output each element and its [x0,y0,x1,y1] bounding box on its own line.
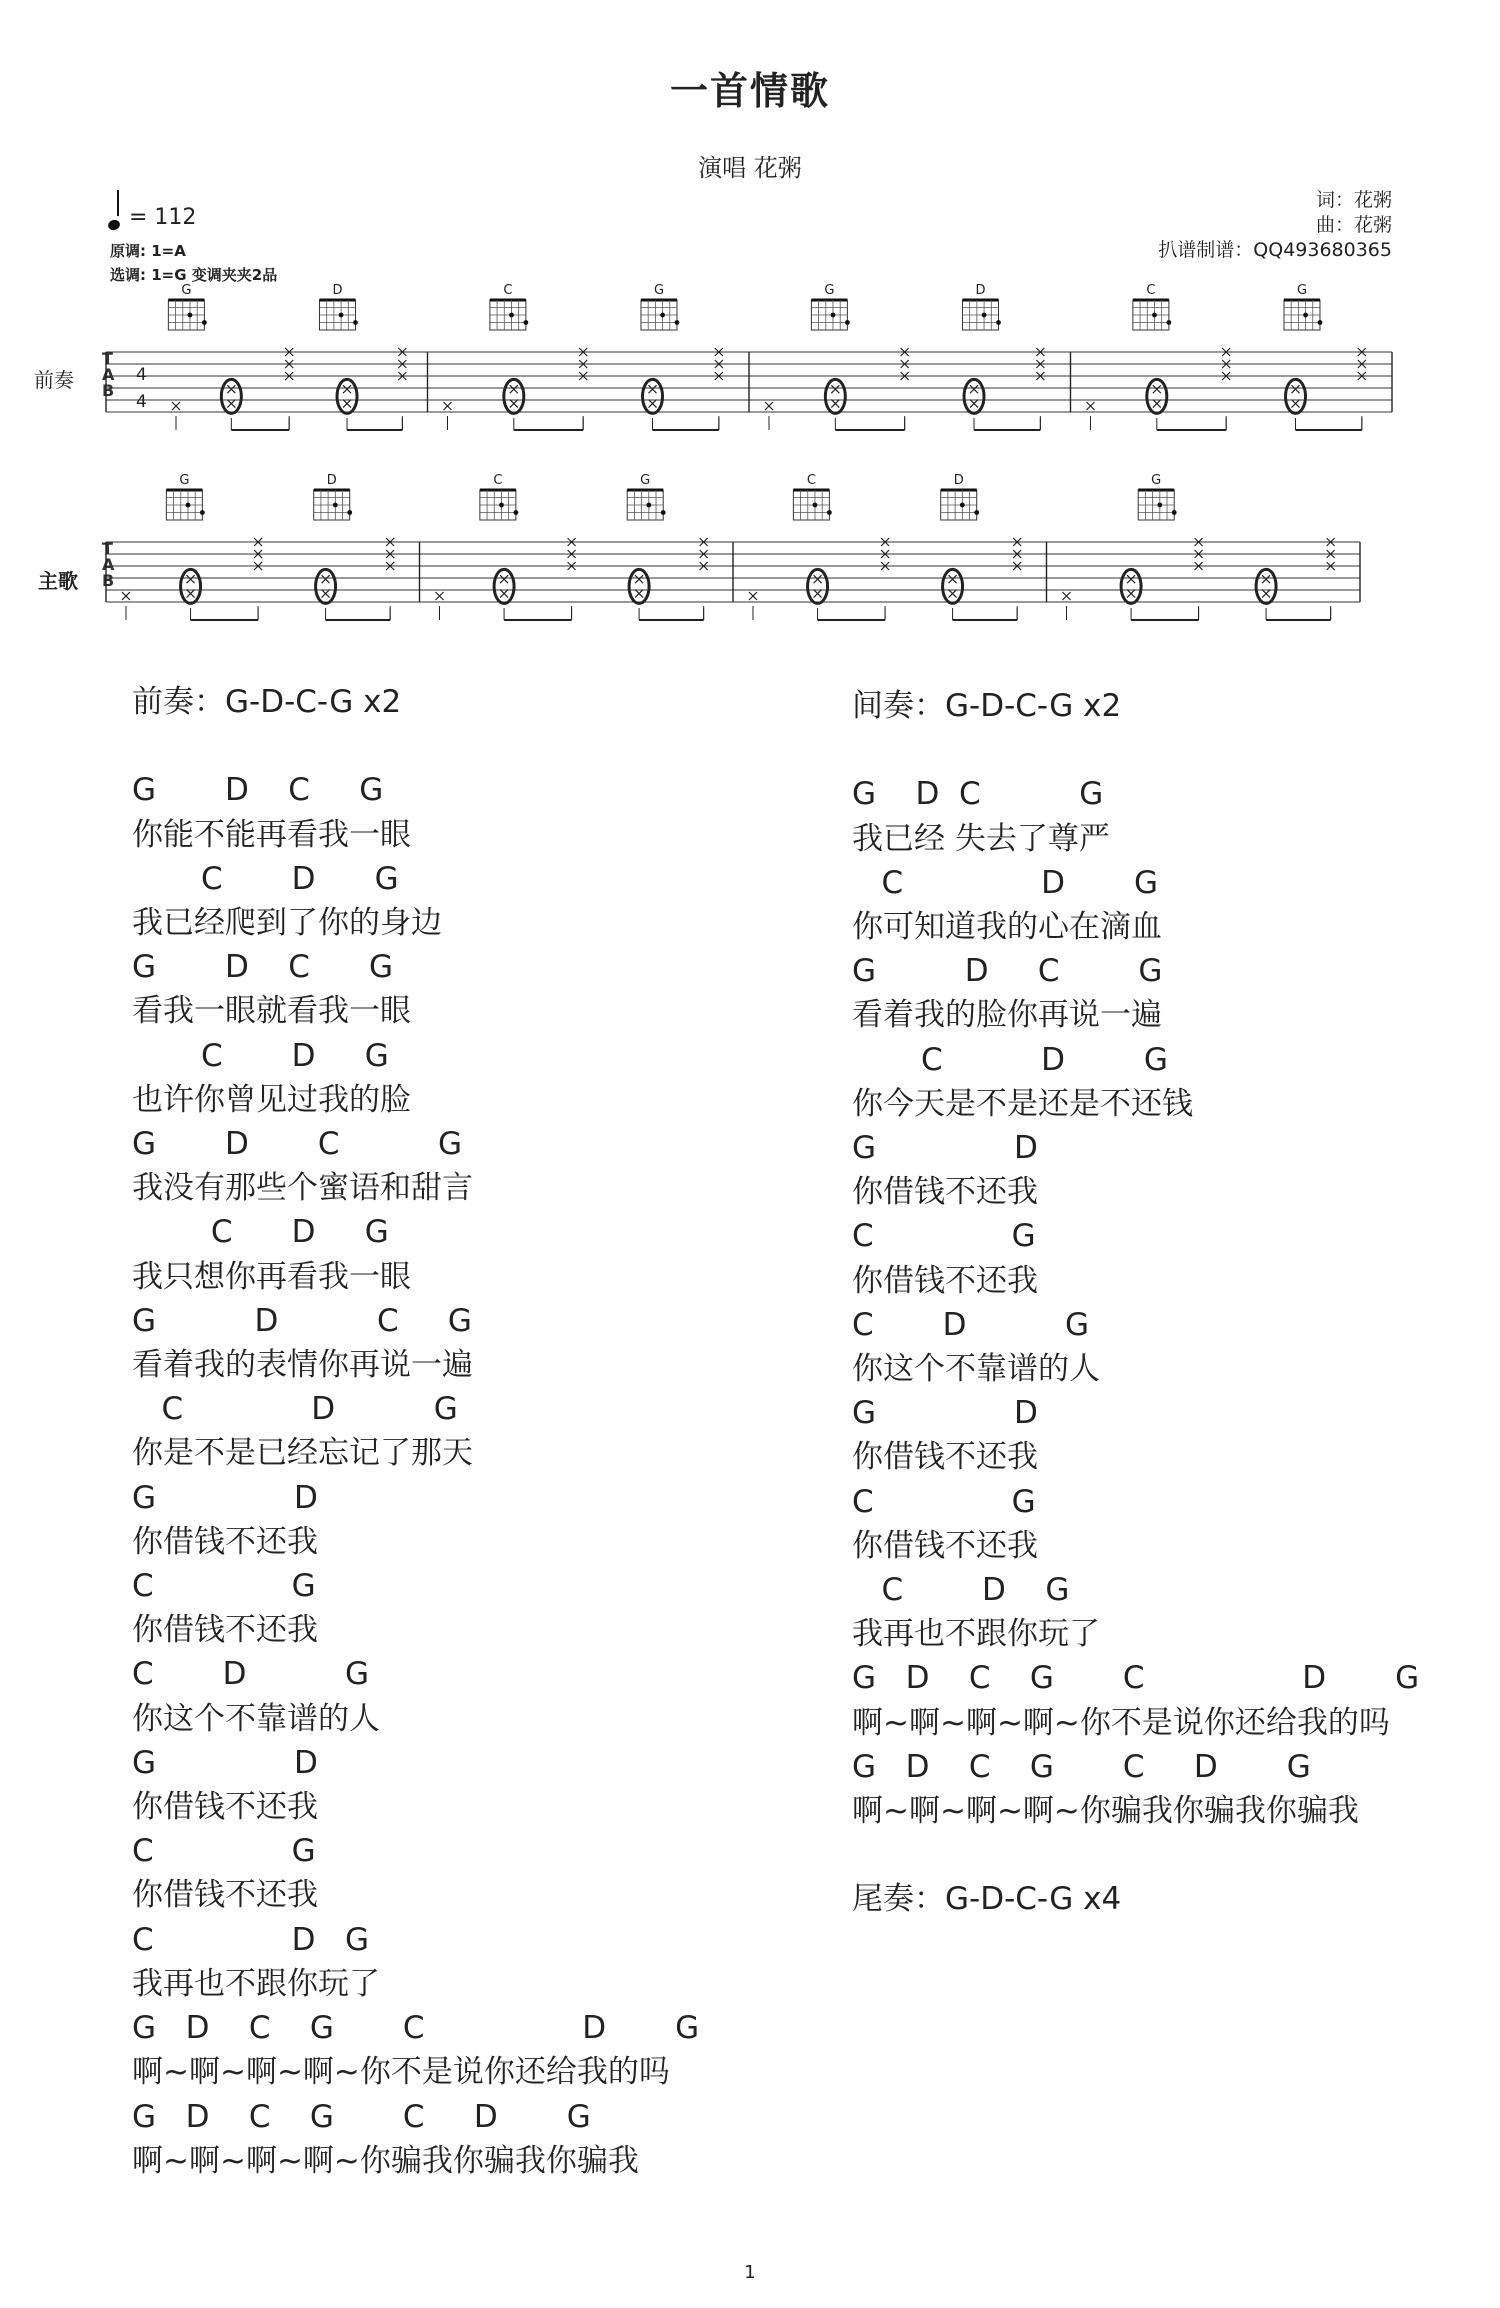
chord-diagram-dot [827,510,832,515]
lyric-line: C G [132,1568,316,1605]
lyric-line: 我只想你再看我一眼 [132,1258,411,1295]
tab-open-note [1256,569,1276,603]
lyric-line: G D [852,1130,1038,1167]
lyric-line: G D [132,1479,318,1516]
lyric-line: 尾奏：G-D-C-G x4 [852,1881,1122,1918]
tab-open-note [504,379,524,413]
lyric-line: G D [132,1744,318,1781]
lyric-line: 看着我的脸你再说一遍 [852,997,1162,1034]
chord-diagram-label: G [179,473,190,488]
chord-diagram-dot [523,320,528,325]
lyric-line: 你借钱不还我 [852,1174,1038,1211]
lyric-line: 间奏：G-D-C-G x2 [852,688,1122,724]
chord-diagram-label: G [1151,473,1162,488]
tab-open-note [1121,569,1141,603]
chord-diagram-dot [353,320,358,325]
lyric-line: G D C G [132,772,384,809]
chord-diagram-dot [646,503,651,508]
chord-diagram-label: C [493,473,503,488]
lyric-line: 你借钱不还我 [852,1439,1038,1476]
time-signature-top: 4 [136,365,147,385]
lyric-line: 啊~啊~啊~啊~你骗我你骗我你骗我 [852,1793,1359,1830]
composer: 曲：花粥 [1315,214,1392,236]
time-signature-bottom: 4 [136,392,147,412]
lyric-line: C D G [132,1921,370,1958]
lyric-line: C D G [852,1306,1090,1343]
credits-block [1158,188,1392,263]
chord-diagram-dot [499,503,504,508]
chord-diagram-dot [661,510,666,515]
lyric-line: 前奏：G-D-C-G x2 [132,684,402,720]
lyric-line: 你能不能再看我一眼 [132,816,411,853]
lyric-line: C D G [852,864,1159,901]
lyric-line: G D C G [852,776,1104,813]
chord-diagram-dot [186,503,191,508]
chord-diagram-dot [509,313,514,318]
lyric-line: G D C G C D G [132,2098,591,2135]
lyric-line: C D G [132,1656,370,1693]
lyric-line: 也许你曾见过我的脸 [132,1081,411,1118]
tab-staff-verse [0,460,1500,640]
chord-diagram-dot [200,510,205,515]
chord-diagram-dot [960,503,965,508]
lyric-line: 你可知道我的心在滴血 [852,909,1162,946]
tab-clef-letter: B [102,571,115,590]
note-stem [117,190,119,216]
chord-diagram-dot [660,313,665,318]
lyric-line: C D G [852,1572,1070,1609]
lyric-line: 啊~啊~啊~啊~你不是说你还给我的吗 [132,2054,670,2091]
lyric-line: C D G [852,1041,1168,1078]
lyric-line: C G [852,1218,1036,1255]
lyric-line: G D C G C D G [852,1660,1420,1697]
tab-clef-letter: T [102,539,113,558]
lyric-line: G D C G [852,953,1163,990]
chord-diagram-label: D [332,283,343,298]
chord-diagram-dot [1172,510,1177,515]
chosen-key: 选调: 1=G 变调夹夹2品 [110,266,278,284]
tab-open-note [629,569,649,603]
lyric-line: 你借钱不还我 [132,1789,318,1826]
page-number: 1 [744,2262,756,2283]
lyric-line [852,1833,1419,1877]
tab-open-note [808,569,828,603]
lyric-line: 我已经 失去了尊严 [852,820,1110,857]
chord-diagram-dot [339,313,344,318]
lyrics-right-column [852,684,1419,1922]
lyric-line: 你这个不靠谱的人 [852,1351,1100,1388]
chord-diagram-label: D [975,283,986,298]
tab-clef-letter: A [102,555,115,574]
tab-row-label-verse: 主歌 [38,569,78,593]
lyric-line: C D G [132,1037,389,1074]
lyric-line: G D C G [132,1126,463,1163]
tab-open-note [1286,379,1306,413]
lyric-line [852,728,1419,772]
lyric-line: 你这个不靠谱的人 [132,1700,380,1737]
chord-diagram-dot [513,510,518,515]
lyric-line: G D C G C D G [132,2010,700,2047]
chord-diagram-label: C [806,473,816,488]
tab-open-note [221,379,241,413]
lyric-line: 啊~啊~啊~啊~你不是说你还给我的吗 [852,1704,1390,1741]
tab-open-note [1147,379,1167,413]
chord-diagram-label: G [640,473,651,488]
chord-diagram-label: C [1146,283,1156,298]
lyric-line: C G [852,1483,1036,1520]
chord-diagram-dot [1318,320,1323,325]
lyric-line: C D G [132,860,399,897]
lyric-line: C D G [132,1214,389,1251]
lyrics-left-column [132,680,699,2183]
chord-diagram-dot [347,510,352,515]
lyric-line: 我再也不跟你玩了 [132,1965,380,2002]
tab-clef-letter: T [102,349,113,368]
tab-clef-letter: A [102,365,115,384]
lyric-line: G D C G C D G [852,1748,1311,1785]
lyric-line: 看着我的表情你再说一遍 [132,1347,473,1384]
original-key: 原调: 1=A [110,242,186,260]
chord-diagram-label: G [824,283,835,298]
lyric-line: G D C G [132,949,394,986]
chord-diagram-label: D [326,473,337,488]
chord-diagram-label: G [1296,283,1308,298]
tab-open-note [943,569,963,603]
lyric-line: 你借钱不还我 [852,1527,1038,1564]
tab-staff-intro [0,270,1500,450]
chord-diagram-dot [813,503,818,508]
chord-diagram-dot [845,320,850,325]
lyric-line: G D [852,1395,1038,1432]
chord-diagram-dot [1166,320,1171,325]
lyric-line: 你借钱不还我 [132,1877,318,1914]
lyric-line: 你借钱不还我 [852,1262,1038,1299]
chord-diagram-label: G [653,283,665,298]
singer-line: 演唱 花粥 [698,154,802,182]
chord-diagram-dot [675,320,680,325]
chord-diagram-label: D [953,473,964,488]
tab-open-note [964,379,984,413]
chord-diagram-dot [974,510,979,515]
tempo-marking [108,198,196,230]
quarter-note-icon [107,218,122,232]
tab-open-note [337,379,357,413]
chord-diagram-dot [996,320,1001,325]
lyric-line: C G [132,1833,316,1870]
lyric-line: 啊~啊~啊~啊~你骗我你骗我你骗我 [132,2142,639,2179]
tab-open-note [181,569,201,603]
chord-diagram-label: C [503,283,513,298]
transcriber: 扒谱制谱：QQ493680365 [1158,239,1392,261]
chord-diagram-dot [1157,503,1162,508]
lyric-line: 看我一眼就看我一眼 [132,993,411,1030]
lyric-line [132,724,699,768]
lyric-line: 我再也不跟你玩了 [852,1616,1100,1653]
lyric-line: C D G [132,1391,458,1428]
lyric-line: G D C G [132,1302,472,1339]
lyric-line: 我没有那些个蜜语和甜言 [132,1170,473,1207]
tab-row-label-intro: 前奏 [34,368,74,392]
tab-open-note [316,569,336,603]
lyric-line: 你是不是已经忘记了那天 [132,1435,473,1472]
lyric-line: 你借钱不还我 [132,1612,318,1649]
chord-diagram-label: G [181,283,192,298]
chord-diagram-dot [188,313,193,318]
song-title: 一首情歌 [669,69,830,113]
tab-open-note [825,379,845,413]
chord-diagram-dot [831,313,836,318]
lyric-line: 你今天是不是还是不还钱 [852,1085,1193,1122]
chord-diagram-dot [982,313,987,318]
tab-open-note [494,569,514,603]
tab-open-note [643,379,663,413]
chord-diagram-dot [1152,313,1157,318]
lyric-line: 我已经爬到了你的身边 [132,905,442,942]
lyricist: 词：花粥 [1315,189,1392,211]
chord-diagram-dot [1303,313,1308,318]
tempo-value: = 112 [129,205,197,230]
tab-clef-letter: B [102,381,115,400]
chord-diagram-dot [333,503,338,508]
lyric-line: 你借钱不还我 [132,1523,318,1560]
chord-diagram-dot [202,320,207,325]
